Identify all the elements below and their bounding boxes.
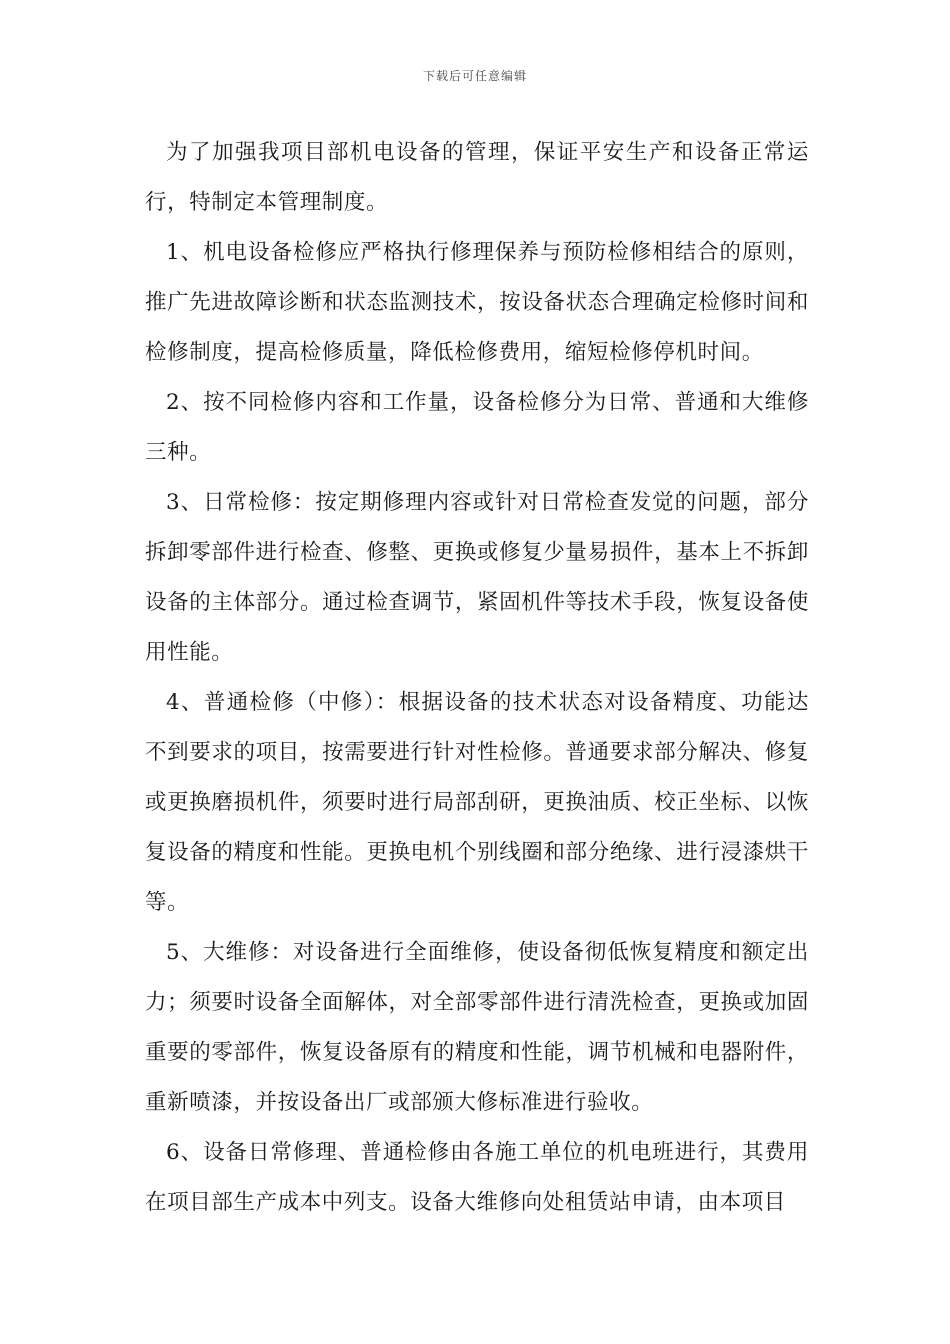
intro-paragraph: 为了加强我项目部机电设备的管理，保证平安生产和设备正常运行，特制定本管理制度。 xyxy=(145,140,809,215)
clause-4-paragraph: 4、普通检修（中修）：根据设备的技术状态对设备精度、功能达不到要求的项目，按需要进行针对性检修。普通要求部分解决、修复或更换磨损机件，须要时进行局部刮研，更换油质、校正坐标、以恢复设备的精度和性能。更换电机个别线圈和部分绝缘、进行浸漆烘干等。 xyxy=(145,690,809,915)
clause-1-paragraph: 1、机电设备检修应严格执行修理保养与预防检修相结合的原则，推广先进故障诊断和状态监测技术，按设备状态合理确定检修时间和检修制度，提高检修质量，降低检修费用，缩短检修停机时间。 xyxy=(145,240,809,365)
document-body xyxy=(145,128,809,1228)
clause-6-paragraph: 6、设备日常修理、普通检修由各施工单位的机电班进行，其费用在项目部生产成本中列支。设备大维修向处租赁站申请，由本项目 xyxy=(145,1140,809,1215)
clause-5-paragraph: 5、大维修：对设备进行全面维修，使设备彻低恢复精度和额定出力；须要时设备全面解体，对全部零部件进行清洗检查，更换或加固重要的零部件，恢复设备原有的精度和性能，调节机械和电器附件，重新喷漆，并按设备出厂或部颁大修标准进行验收。 xyxy=(145,940,809,1115)
clause-3-paragraph: 3、日常检修：按定期修理内容或针对日常检查发觉的问题，部分拆卸零部件进行检查、修整、更换或修复少量易损件，基本上不拆卸设备的主体部分。通过检查调节，紧固机件等技术手段，恢复设备使用性能。 xyxy=(145,490,809,665)
header-note: 下载后可任意编辑 xyxy=(422,69,527,83)
clause-2-paragraph: 2、按不同检修内容和工作量，设备检修分为日常、普通和大维修三种。 xyxy=(145,390,809,465)
